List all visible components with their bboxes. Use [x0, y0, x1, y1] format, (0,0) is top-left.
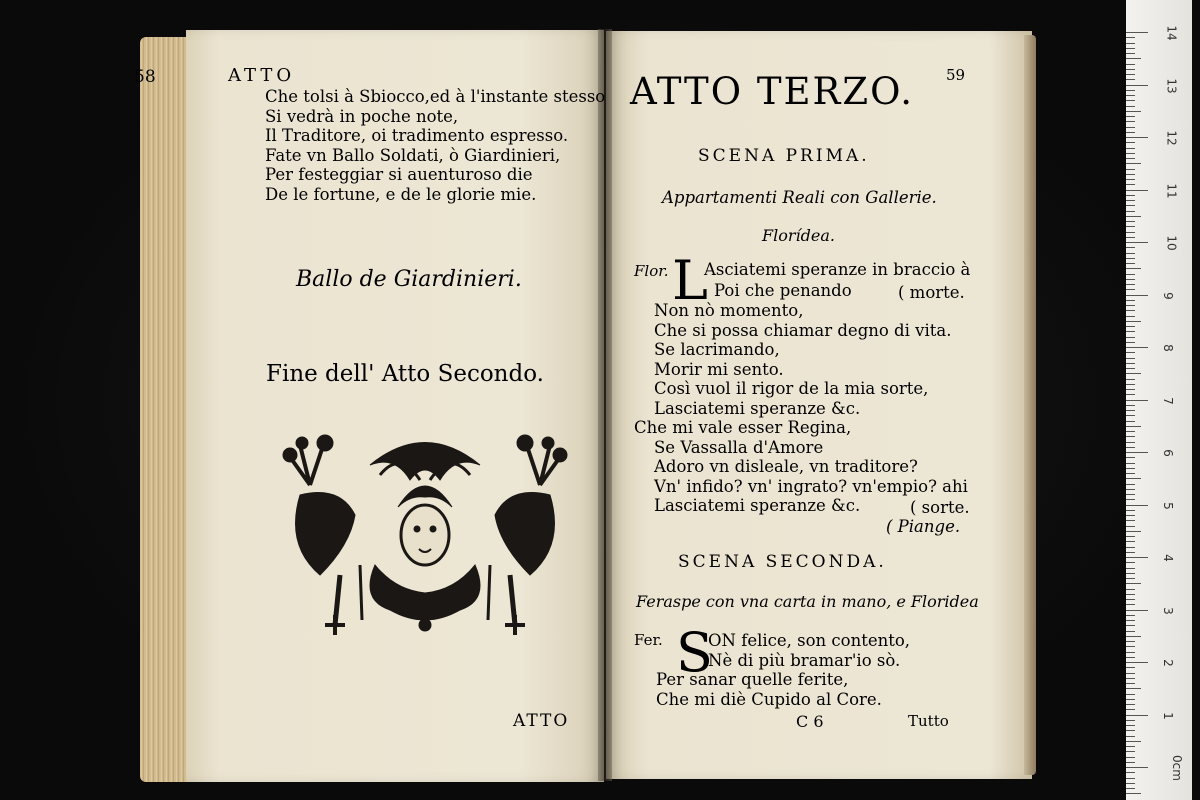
ruler-tick [1126, 421, 1135, 422]
ruler-tick [1126, 358, 1135, 359]
ruler-tick [1126, 74, 1135, 75]
ruler-label: 4 [1160, 554, 1175, 562]
verse-line: Lasciatemi speranze &c. [654, 496, 861, 515]
ruler-label: 13 [1164, 77, 1179, 94]
ruler-tick [1126, 599, 1135, 600]
ruler-label: 11 [1164, 182, 1179, 199]
verse-line: Lasciatemi speranze &c. [654, 398, 861, 418]
ruler-tick [1126, 163, 1141, 164]
ruler-tick [1126, 342, 1135, 343]
ruler-tick [1126, 442, 1135, 443]
ruler-tick [1126, 226, 1135, 227]
ruler-tick [1126, 137, 1148, 138]
ruler-tick [1126, 562, 1135, 563]
ruler-tick [1126, 489, 1135, 490]
speech2-second-line: Nè di più bramar'io sò. [708, 651, 901, 670]
ruler-tick [1126, 179, 1135, 180]
verse-line: Adoro vn disleale, vn traditore? [654, 457, 918, 476]
ruler-tick [1126, 720, 1135, 721]
verse-line: Se Vassalla d'Amore [654, 437, 824, 457]
scena-seconda-heading: SCENA SECONDA. [678, 552, 887, 572]
ruler-tick [1126, 373, 1141, 374]
character-name: Florídea. [762, 226, 835, 245]
ruler-tick [1126, 158, 1135, 159]
verse-line: Che tolsi à Sbiocco,ed à l'instante stesso [265, 87, 606, 106]
ruler-tick [1126, 557, 1148, 558]
ruler-label: 2 [1160, 659, 1175, 667]
ruler-tick [1126, 232, 1135, 233]
ruler-tick [1126, 111, 1141, 112]
ruler-tick [1126, 253, 1135, 254]
ruler-tick [1126, 190, 1148, 191]
ruler-tick [1126, 452, 1148, 453]
ruler-tick [1126, 142, 1135, 143]
ruler-tick [1126, 106, 1135, 107]
ruler-tick [1126, 268, 1141, 269]
ruler-tick [1126, 242, 1148, 243]
speech2-first-line: ON felice, son contento, [708, 631, 911, 650]
ruler-tick [1126, 688, 1141, 689]
ruler-tick [1126, 127, 1135, 128]
ruler-tick [1126, 515, 1135, 516]
verse-line: Vn' infido? vn' ingrato? vn'empio? ahi [654, 476, 968, 496]
verse-line: Così vuol il rigor de la mia sorte, [654, 379, 929, 398]
ruler-tick [1126, 37, 1135, 38]
ruler-tick [1126, 636, 1141, 637]
speech-lines [654, 301, 951, 418]
ruler-tick [1126, 667, 1135, 668]
woodcut-ornament-icon [280, 425, 570, 640]
ruler-tick [1126, 762, 1135, 763]
ruler-tick [1126, 184, 1135, 185]
verse-line: Non nò momento, [654, 301, 804, 320]
ruler-tick [1126, 205, 1135, 206]
ruler-tick [1126, 709, 1135, 710]
ruler-tick [1126, 589, 1135, 590]
ruler-tick [1126, 468, 1135, 469]
verse-line: Che si possa chiamar degno di vita. [654, 320, 952, 340]
ruler-tick [1126, 741, 1141, 742]
ruler-tick [1126, 484, 1135, 485]
speech2-lines [656, 670, 882, 709]
ruler-label: 12 [1164, 130, 1179, 146]
verse-line: Se lacrimando, [654, 340, 780, 359]
drop-cap-l: L [672, 249, 708, 312]
ruler-tick [1126, 426, 1141, 427]
ruler-label: 6 [1160, 449, 1175, 457]
ruler-tick [1126, 536, 1135, 537]
scena-prima-heading: SCENA PRIMA. [698, 146, 870, 166]
ruler-tick [1126, 379, 1135, 380]
ruler-tick [1126, 778, 1135, 779]
ruler-tick [1126, 625, 1135, 626]
ruler-tick [1126, 410, 1135, 411]
ruler-tick [1126, 316, 1135, 317]
ruler-tick [1126, 415, 1135, 416]
ruler-tick [1126, 148, 1135, 149]
ruler-tick [1126, 641, 1135, 642]
fine-heading: Fine dell' Atto Secondo. [266, 361, 544, 387]
ruler-tick [1126, 274, 1135, 275]
ruler-tick [1126, 310, 1135, 311]
ruler-tick [1126, 211, 1135, 212]
ruler-tick [1126, 568, 1135, 569]
ruler-label: 8 [1160, 344, 1175, 352]
ruler-tick [1126, 510, 1135, 511]
ruler-tick [1126, 431, 1135, 432]
ballo-heading: Ballo de Giardinieri. [296, 267, 522, 292]
ruler-tick [1126, 132, 1135, 133]
ruler-tick [1126, 783, 1135, 784]
ruler-tick [1126, 295, 1148, 296]
ruler-tick [1126, 337, 1135, 338]
ruler-tick [1126, 279, 1135, 280]
ruler-tick [1126, 751, 1135, 752]
speech-first-line: Asciatemi speranze in braccio à [704, 260, 971, 279]
left-running-head: ATTO [228, 65, 296, 86]
ruler-tick [1126, 541, 1135, 542]
ruler-tick [1126, 95, 1135, 96]
ruler-tick [1126, 289, 1135, 290]
ruler-tick [1126, 673, 1135, 674]
ruler-tick [1126, 69, 1135, 70]
ruler-tick [1126, 263, 1135, 264]
verse-line: Fate vn Ballo Soldati, ò Giardinieri, [265, 145, 561, 165]
ruler-tick [1126, 305, 1135, 306]
act-title: ATTO TERZO. [630, 70, 915, 113]
ruler-tick [1126, 662, 1148, 663]
ruler-tick [1126, 767, 1148, 768]
ruler-tick [1126, 90, 1135, 91]
ruler-tick [1126, 463, 1135, 464]
ruler-tick [1126, 116, 1135, 117]
ruler-tick [1126, 400, 1148, 401]
ruler-label: 0cm [1169, 755, 1184, 781]
ruler-tick [1126, 326, 1135, 327]
ruler-tick [1126, 499, 1135, 500]
ruler-tick [1126, 457, 1135, 458]
ruler-tick [1126, 793, 1141, 794]
ruler-tick [1126, 646, 1135, 647]
ruler-tick [1126, 58, 1141, 59]
ruler-tick [1126, 694, 1135, 695]
ruler-tick [1126, 389, 1135, 390]
ruler-tick [1126, 352, 1135, 353]
ruler-tick [1126, 704, 1135, 705]
speaker-flor: Flor. [634, 262, 669, 280]
ruler-tick [1126, 221, 1135, 222]
ruler-tick [1126, 715, 1148, 716]
ruler-tick [1126, 195, 1135, 196]
left-catchword: ATTO [513, 711, 570, 731]
ruler-tick [1126, 594, 1135, 595]
ruler-tick [1126, 121, 1135, 122]
ruler-tick [1126, 331, 1135, 332]
ruler-tick [1126, 746, 1135, 747]
verse-line: De le fortune, e de le glorie mie. [265, 184, 537, 204]
ruler-tick [1126, 32, 1148, 33]
ruler-tick [1126, 478, 1141, 479]
ruler-tick [1126, 736, 1135, 737]
ruler-tick [1126, 610, 1148, 611]
verse-line: Si vedrà in poche note, [265, 106, 459, 126]
ruler-tick [1126, 526, 1135, 527]
ruler-tick [1126, 363, 1135, 364]
ruler-tick [1126, 405, 1135, 406]
ruler-tick [1126, 347, 1148, 348]
ruler-tick [1126, 100, 1135, 101]
ruler-tick [1126, 258, 1135, 259]
verse-line: Per sanar quelle ferite, [656, 670, 849, 689]
ruler-tick [1126, 678, 1135, 679]
left-verse-block [265, 87, 605, 204]
ruler-tick [1126, 85, 1148, 86]
ruler-tick [1126, 321, 1141, 322]
speech-second-line: Poi che penando [714, 281, 852, 300]
ruler-tick [1126, 169, 1135, 170]
ruler-tick [1126, 174, 1135, 175]
ruler-tick [1126, 552, 1135, 553]
turnover-morte: ( morte. [898, 283, 965, 302]
ruler-tick [1126, 657, 1135, 658]
ruler-tick [1126, 520, 1135, 521]
signature-mark: C 6 [796, 712, 824, 731]
right-catchword: Tutto [908, 712, 949, 730]
ruler-tick [1126, 473, 1135, 474]
ruler-tick [1126, 43, 1135, 44]
right-page-number: 59 [946, 66, 966, 84]
ruler-label: 9 [1160, 291, 1175, 300]
ruler-tick [1126, 583, 1141, 584]
stage-direction: ( Piange. [886, 517, 961, 536]
ruler-tick [1126, 436, 1135, 437]
ruler-tick [1126, 494, 1135, 495]
turnover-sorte: ( sorte. [910, 498, 970, 517]
ruler-tick [1126, 200, 1135, 201]
measuring-ruler [1126, 0, 1192, 800]
ruler-tick [1126, 757, 1135, 758]
ruler-tick [1126, 683, 1135, 684]
ruler-tick [1126, 300, 1135, 301]
ruler-tick [1126, 604, 1135, 605]
ruler-tick [1126, 578, 1135, 579]
ruler-label: 7 [1160, 396, 1175, 405]
ruler-tick [1126, 547, 1135, 548]
ruler-tick [1126, 247, 1135, 248]
ruler-tick [1126, 620, 1135, 621]
ruler-tick [1126, 725, 1135, 726]
ruler-tick [1126, 652, 1135, 653]
verse-line: Che mi diè Cupido al Core. [656, 689, 882, 709]
right-page-edge [1024, 35, 1036, 775]
verse-line: Il Traditore, oi tradimento espresso. [265, 126, 569, 145]
ruler-tick [1126, 531, 1141, 532]
ruler-label: 5 [1160, 501, 1175, 510]
setting-line-2: Feraspe con vna carta in mano, e Floridea [636, 592, 979, 611]
ruler-tick [1126, 79, 1135, 80]
ruler-tick [1126, 699, 1135, 700]
ruler-tick [1126, 237, 1135, 238]
ruler-tick [1126, 772, 1135, 773]
ruler-tick [1126, 53, 1135, 54]
drop-cap-s: S [676, 621, 713, 684]
ruler-tick [1126, 631, 1135, 632]
ruler-tick [1126, 216, 1141, 217]
ruler-tick [1126, 573, 1135, 574]
ruler-tick [1126, 394, 1135, 395]
ruler-tick [1126, 788, 1135, 789]
ruler-label: 10 [1164, 235, 1179, 251]
ruler-label: 3 [1160, 606, 1175, 615]
verse-line: Per festeggiar si auenturoso die [265, 165, 533, 184]
ruler-label: 1 [1160, 711, 1175, 720]
ruler-tick [1126, 447, 1135, 448]
ruler-tick [1126, 505, 1148, 506]
ruler-tick [1126, 48, 1135, 49]
ruler-tick [1126, 730, 1135, 731]
ruler-tick [1126, 368, 1135, 369]
setting-line: Appartamenti Reali con Gallerie. [662, 188, 937, 207]
ruler-tick [1126, 615, 1135, 616]
ruler-tick [1126, 384, 1135, 385]
ruler-tick [1126, 284, 1135, 285]
left-page-number: 58 [134, 67, 156, 87]
ruler-tick [1126, 64, 1135, 65]
ruler-label: 14 [1164, 25, 1179, 41]
speaker-fer: Fer. [634, 631, 663, 649]
verse-line: Che mi vale esser Regina, [634, 418, 852, 437]
ruler-tick [1126, 153, 1135, 154]
verse-line: Morir mi sento. [654, 359, 784, 379]
